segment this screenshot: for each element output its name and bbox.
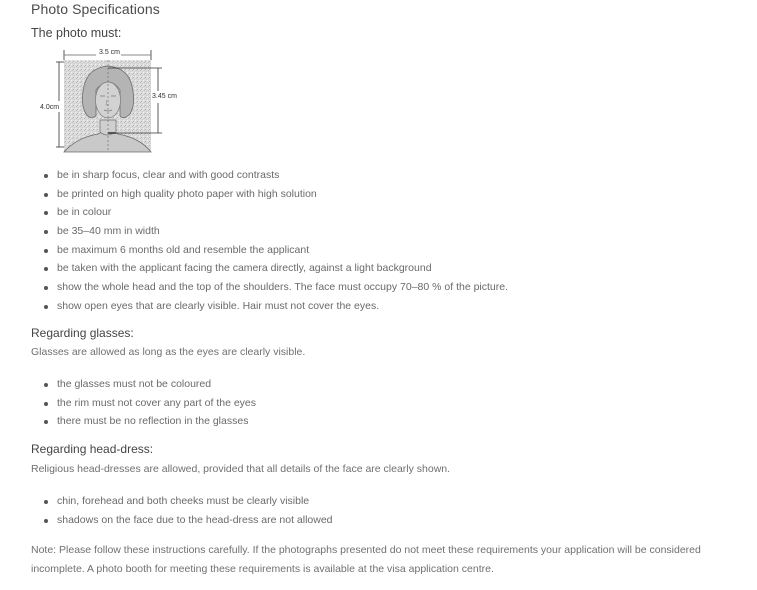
height-dimension-label: 4.0cm [40,104,60,111]
list-item: show open eyes that are clearly visible. Hair must not cover the eyes. [31,297,508,316]
list-item: be taken with the applicant facing the camera directly, against a light background [31,259,508,278]
headdress-requirements-list [31,492,333,529]
photo-requirements-list [31,166,508,316]
glasses-heading: Regarding glasses: [31,326,134,340]
list-item: be in colour [31,203,508,222]
glasses-requirements-list [31,375,256,431]
page-title: Photo Specifications [31,1,160,17]
list-item: there must be no reflection in the glasses [31,412,256,431]
headdress-description: Religious head-dresses are allowed, provided that all details of the face are clearly shown. [31,463,451,475]
list-item: be maximum 6 months old and resemble the applicant [31,241,508,260]
glasses-description: Glasses are allowed as long as the eyes are clearly visible. [31,346,306,358]
list-item: show the whole head and the top of the shoulders. The face must occupy 70–80 % of the picture. [31,278,508,297]
photo-dimension-diagram [36,46,186,156]
note-text: Note: Please follow these instructions carefully. If the photographs presented do not meet these requirements your application will be considered incomplete. A photo booth for meeting these requirements is available at the visa application centre. [31,544,701,575]
face-height-dimension-label: 3.45 cm [152,93,177,100]
list-item: be printed on high quality photo paper with high solution [31,185,508,204]
headdress-heading: Regarding head-dress: [31,442,154,456]
list-item: the rim must not cover any part of the eyes [31,394,256,413]
list-item: chin, forehead and both cheeks must be clearly visible [31,492,333,511]
width-dimension-label: 3.5 cm [99,49,121,56]
list-item: shadows on the face due to the head-dress are not allowed [31,511,333,530]
list-item: be 35–40 mm in width [31,222,508,241]
intro-text: The photo must: [31,26,122,40]
list-item: be in sharp focus, clear and with good contrasts [31,166,508,185]
list-item: the glasses must not be coloured [31,375,256,394]
passport-photo-illustration-icon [36,46,186,156]
